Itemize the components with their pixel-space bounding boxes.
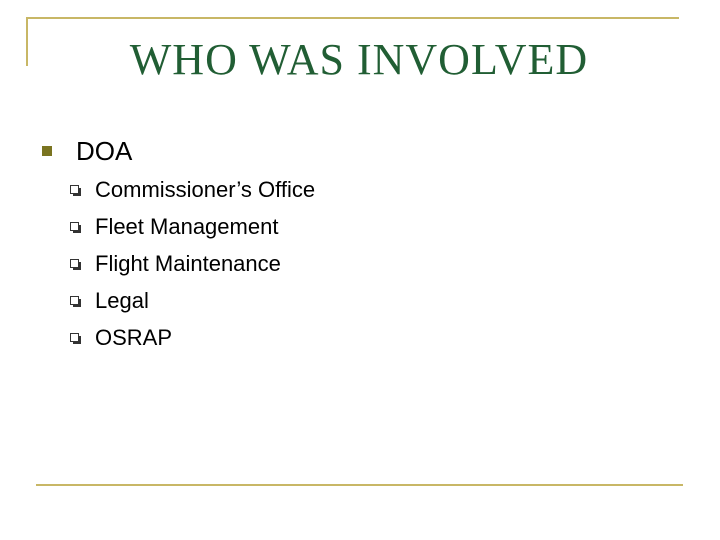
list-item-label: OSRAP	[95, 325, 173, 350]
list-item-label: Commissioner’s Office	[95, 177, 316, 202]
list-item-label: Flight Maintenance	[95, 251, 281, 276]
slide-title: WHO WAS INVOLVED	[129, 35, 589, 84]
sub-bullet-list	[70, 171, 315, 356]
box-bullet-icon	[70, 259, 79, 268]
list-item	[70, 208, 315, 245]
main-bullet-item	[42, 134, 132, 168]
box-bullet-icon	[70, 333, 79, 342]
list-item	[70, 171, 315, 208]
frame-left-rule	[26, 17, 28, 66]
list-item-label: Legal	[95, 288, 149, 313]
list-item	[70, 282, 315, 319]
frame-bottom-rule	[36, 484, 683, 486]
main-bullet-label: DOA	[76, 136, 133, 166]
square-bullet-icon	[42, 146, 52, 156]
box-bullet-icon	[70, 222, 79, 231]
frame-top-rule	[26, 17, 679, 19]
box-bullet-icon	[70, 296, 79, 305]
list-item-label: Fleet Management	[95, 214, 279, 239]
box-bullet-icon	[70, 185, 79, 194]
list-item	[70, 319, 315, 356]
list-item	[70, 245, 315, 282]
